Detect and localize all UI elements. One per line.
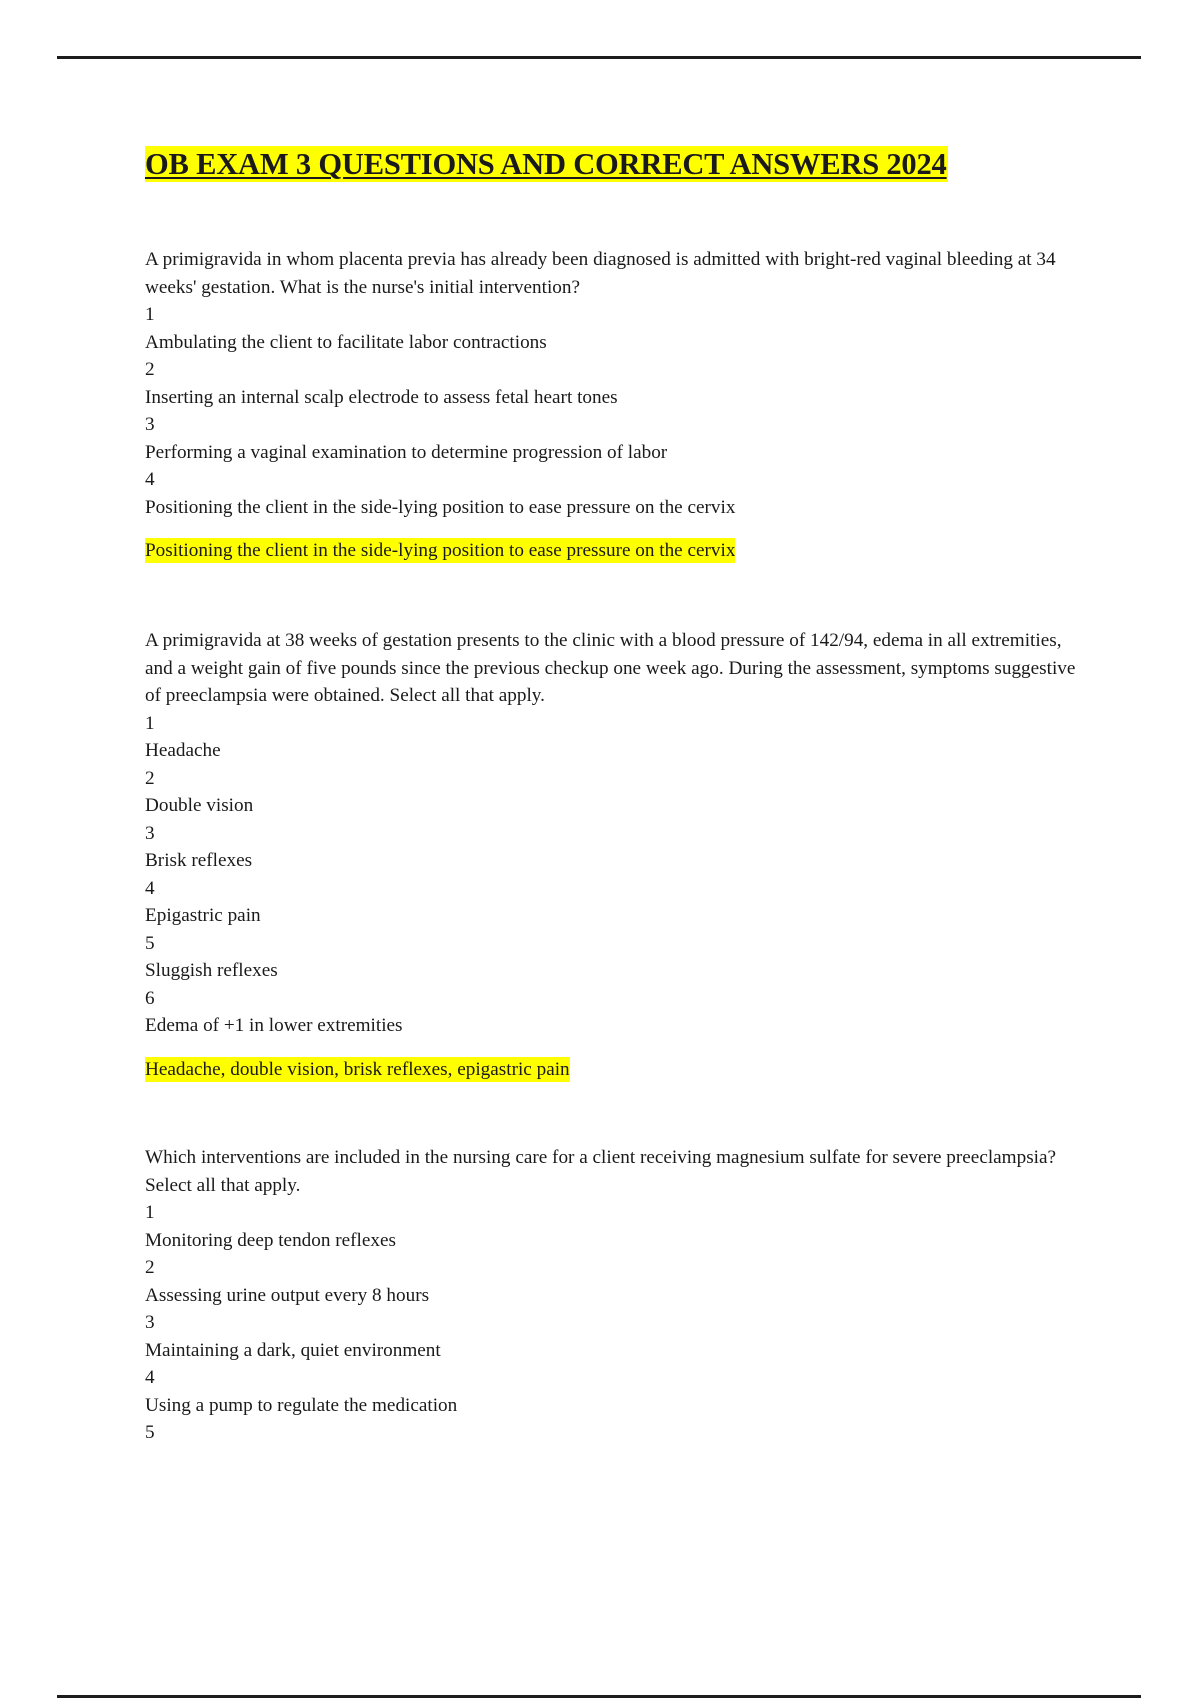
option-number: 3 [145, 822, 155, 844]
option-number: 4 [145, 469, 155, 490]
option-text: Maintaining a dark, quiet environment [145, 1339, 441, 1361]
option-number: 5 [145, 932, 155, 954]
correct-answer-highlight: Headache, double vision, brisk reflexes, epigastric pain [145, 1058, 570, 1080]
option-text: Brisk reflexes [145, 850, 253, 871]
question-1 [145, 246, 1085, 563]
option-text: Edema of +1 in lower extremities [145, 1015, 403, 1036]
option-number: 4 [145, 1367, 155, 1388]
option-number: 2 [145, 359, 155, 380]
option-number: 1 [145, 1202, 155, 1223]
option-text: Sluggish reflexes [145, 960, 278, 981]
option-number: 1 [145, 712, 155, 734]
option-number: 3 [145, 414, 155, 435]
document-title: OB EXAM 3 QUESTIONS AND CORRECT ANSWERS 2024 [145, 147, 947, 181]
top-rule [57, 56, 1141, 59]
option-text: Assessing urine output every 8 hours [145, 1284, 430, 1306]
correct-answer-highlight: Positioning the client in the side-lying position to ease pressure on the cervix [145, 540, 736, 561]
option-text: Epigastric pain [145, 905, 261, 926]
question-stem: Which interventions are included in the nursing care for a client receiving magnesium sulfate for severe preeclampsia? Select all that apply. [145, 1147, 1057, 1196]
question-stem: A primigravida in whom placenta previa has already been diagnosed is admitted with bright-red vaginal bleeding at 34 weeks' gestation. What is the nurse's initial intervention? [145, 249, 1056, 298]
bottom-rule [57, 1695, 1141, 1698]
option-number: 3 [145, 1312, 155, 1333]
option-number: 6 [145, 987, 155, 1009]
option-text: Double vision [145, 795, 254, 816]
option-text: Inserting an internal scalp electrode to assess fetal heart tones [145, 386, 618, 408]
option-text: Performing a vaginal examination to determine progression of labor [145, 441, 668, 463]
option-number: 2 [145, 767, 155, 789]
option-text: Using a pump to regulate the medication [145, 1394, 458, 1416]
option-text: Monitoring deep tendon reflexes [145, 1229, 396, 1251]
question-2 [145, 627, 1085, 1082]
option-number: 5 [145, 1422, 155, 1443]
question-stem: A primigravida at 38 weeks of gestation presents to the clinic with a blood pressure of 142/94, edema in all extremities, and a weight gain of five pounds since the previous checkup one week ago. During the assessment, symptoms suggestive of preeclampsia were obtained. Select all that apply. [145, 630, 1076, 706]
option-text: Positioning the client in the side-lying position to ease pressure on the cervix [145, 496, 736, 518]
option-text: Headache [145, 740, 221, 761]
option-number: 2 [145, 1257, 155, 1278]
question-3 [145, 1144, 1085, 1447]
option-number: 1 [145, 304, 155, 325]
option-number: 4 [145, 877, 155, 899]
option-text: Ambulating the client to facilitate labor contractions [145, 331, 547, 353]
